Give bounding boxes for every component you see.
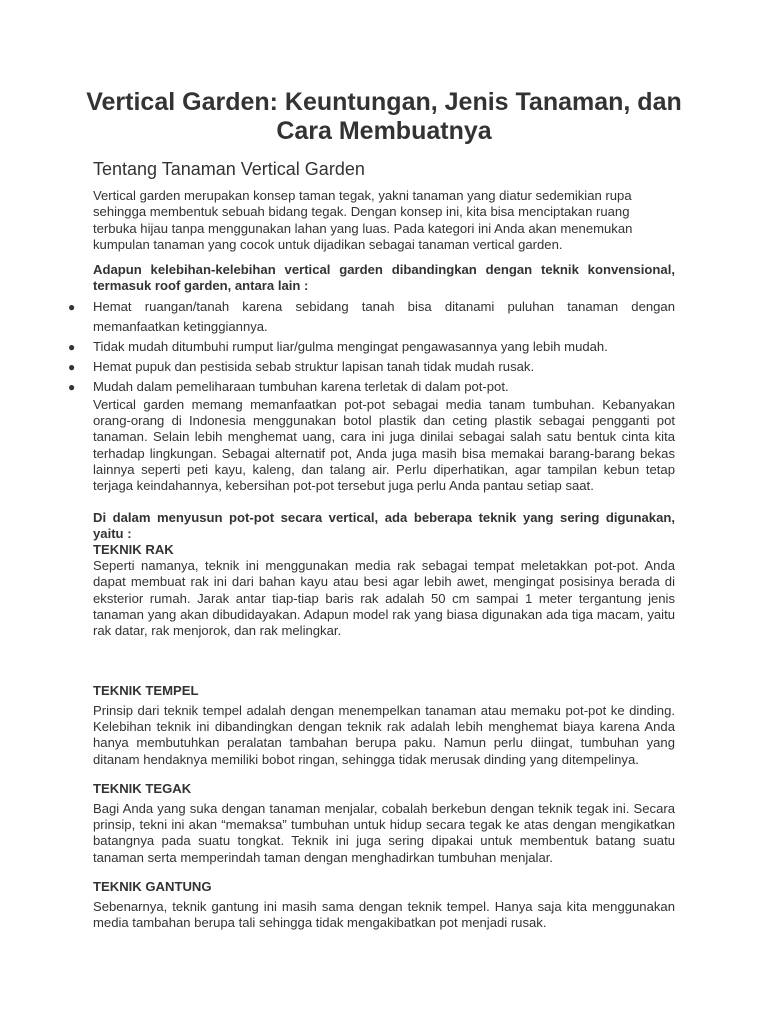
- technique-heading-rak: TEKNIK RAK: [93, 542, 174, 558]
- list-item-text: Tidak mudah ditumbuhi rumput liar/gulma mengingat pengawasannya yang lebih mudah.: [93, 338, 608, 354]
- bullet-icon: ●: [68, 379, 76, 394]
- bullet-icon: ●: [68, 299, 76, 314]
- intro-paragraph: Vertical garden merupakan konsep taman tegak, yakni tanaman yang diatur sedemikian rupa sehingga membentuk sebuah bidang tegak. Dengan konsep ini, kita bisa menciptakan ruang terbuka hijau tanpa menggunakan lahan yang luas. Pada kategori ini Anda akan menemukan kumpulan tanaman yang cocok untuk dijadikan sebagai tanaman vertical garden.: [93, 188, 633, 252]
- technique-body-tegak: Bagi Anda yang suka dengan tanaman menjalar, cobalah berkebun dengan teknik tegak ini. Secara prinsip, tekni ini akan “memaksa” tumbuhan untuk hidup secara tegak ke atas dengan mengikatkan batangnya pada suatu tongkat. Teknik ini juga sering dipakai untuk membentuk batang suatu tanaman serta memperindah taman dengan menghadirkan tumbuhan menjalar.: [93, 800, 675, 865]
- bullet-icon: ●: [68, 339, 76, 354]
- list-item-text: Mudah dalam pemeliharaan tumbuhan karena terletak di dalam pot-pot.: [93, 378, 509, 394]
- document-page: [68, 88, 682, 932]
- technique-heading-tempel: TEKNIK TEMPEL: [93, 682, 199, 698]
- technique-heading-gantung: TEKNIK GANTUNG: [93, 879, 212, 895]
- technique-body-gantung: Sebenarnya, teknik gantung ini masih sama dengan teknik tempel. Hanya saja kita menggunakan media tambahan berupa tali sehingga tidak mengakibatkan pot menjadi rusak.: [93, 899, 675, 931]
- list-item: [68, 357, 675, 377]
- list-item: [68, 297, 675, 337]
- pot-paragraph: Vertical garden memang memanfaatkan pot-pot sebagai media tanam tumbuhan. Kebanyakan orang-orang di Indonesia menggunakan botol plastik dan ceting plastik sebagai pengganti pot tanaman. Selain lebih menghemat uang, cara ini juga dinilai sebagai salah satu bentuk cinta kita terhadap lingkungan. Sebagai alternatif pot, Anda juga masih bisa memakai barang-barang bekas lainnya seperti peti kayu, kaleng, dan talang air. Perlu diperhatikan, agar tampilan kebun tetap terjaga keindahannya, kebersihan pot-pot tersebut juga perlu Anda pantau setiap saat.: [93, 396, 675, 494]
- technique-heading-tegak: TEKNIK TEGAK: [93, 780, 192, 796]
- list-item-text: Hemat ruangan/tanah karena sebidang tanah bisa ditanami puluhan tanaman dengan memanfaatkan ketinggiannya.: [93, 298, 675, 334]
- list-item: [68, 337, 675, 357]
- technique-body-rak: Seperti namanya, teknik ini menggunakan media rak sebagai tempat meletakkan pot-pot. Anda dapat membuat rak ini dari bahan kayu atau besi agar lebih awet, mengingat posisinya berada di eksterior rumah. Jarak antar tiap-tiap baris rak adalah 50 cm sampai 1 meter tergantung jenis tanaman yang akan dibudidayakan. Adapun model rak yang biasa digunakan ada tiga macam, yaitu rak datar, rak menjorok, dan rak melingkar.: [93, 558, 675, 639]
- document-title: Vertical Garden: Keuntungan, Jenis Tanaman, dan Cara Membuatnya: [86, 88, 682, 145]
- list-item: [68, 377, 675, 397]
- section-heading: Tentang Tanaman Vertical Garden: [93, 159, 365, 179]
- technique-body-tempel: Prinsip dari teknik tempel adalah dengan menempelkan tanaman atau memaku pot-pot ke dinding. Kelebihan teknik ini dibandingkan dengan teknik rak adalah lebih menghemat biaya karena Anda hanya membutuhkan peralatan tambahan berupa paku. Namun perlu diingat, tumbuhan yang ditanam hendaknya memiliki bobot ringan, sehingga tidak merusak dinding yang ditempelinya.: [93, 702, 675, 767]
- techniques-lead: Di dalam menyusun pot-pot secara vertical, ada beberapa teknik yang sering digunakan, yaitu :: [93, 509, 675, 541]
- benefits-lead: Adapun kelebihan-kelebihan vertical garden dibandingkan dengan teknik konvensional, termasuk roof garden, antara lain :: [93, 262, 675, 294]
- list-item-text: Hemat pupuk dan pestisida sebab struktur lapisan tanah tidak mudah rusak.: [93, 358, 535, 374]
- benefits-list: [68, 297, 675, 397]
- bullet-icon: ●: [68, 359, 76, 374]
